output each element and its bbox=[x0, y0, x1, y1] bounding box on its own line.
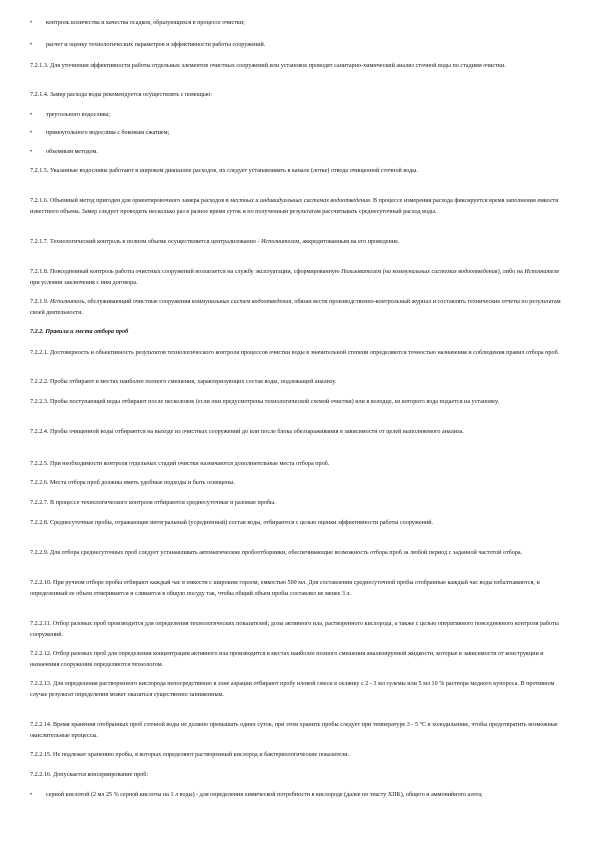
paragraph-7-2-2-15: 7.2.2.15. Не подлежат хранению пробы, в которых определяют растворенный кислород и бактериологические показатели. bbox=[30, 752, 350, 758]
list-item bbox=[30, 128, 562, 139]
list-item-text: серной кислотой (2 мл 25 % серной кислоты на 1 л воды) - для определения химической потребности в кислороде (далее по тексту ХПК), общего и аммонийного азота; bbox=[46, 792, 483, 798]
paragraph-7-2-2-4: 7.2.2.4. Пробы очищенной воды отбираются на выходе из очистных сооружений до или после блока обеззараживания в зависимости от целей выполняемого анализа. bbox=[30, 429, 464, 435]
section-heading-7-2-2: 7.2.2. Правила и места отбора проб bbox=[30, 329, 129, 335]
paragraph-7-2-2-1: 7.2.2.1. Достоверность и объективность результатов технологического контроля процессов очистки воды в значительной степени определяются точностью назначения и соблюдения правил отбора проб. bbox=[30, 350, 560, 356]
paragraph-7-2-2-7: 7.2.2.7. В процессе технологического контроля отбираются среднесуточные и разовые пробы. bbox=[30, 500, 276, 506]
list-item-text: прямоугольного водослива с боковым сжатием; bbox=[46, 130, 170, 136]
paragraph-7-2-2-10: 7.2.2.10. При ручном отборе пробы отбирают каждый час в емкости с широким горлом, емкостью 500 мл. Для составления среднесуточной пробы отобранные каждый час воды взбалтываются, и определенный ее объем отмеривается и сливается в общую посуду так, чтобы общий объем пробы составлял не менее 3 л. bbox=[30, 580, 540, 597]
bullet-icon: • bbox=[30, 112, 33, 118]
list-item-text: объемным методом. bbox=[46, 149, 98, 155]
paragraph-7-2-1-9: 7.2.1.9. Исполнитель, обслуживающий очистные сооружения коммунальных систем водоотведения, обязан вести производственно-контрольный журнал и составлять технические отчеты по результатам своей деятельности. bbox=[30, 299, 561, 316]
list-item bbox=[30, 110, 562, 121]
paragraph-7-2-2-5: 7.2.2.5. При необходимости контроля отдельных стадий очистки назначаются дополнительные места отбора проб. bbox=[30, 461, 330, 467]
list-item bbox=[30, 18, 562, 29]
paragraph-7-2-1-3: 7.2.1.3. Для уточнения эффективности работы отдельных элементов очистных сооружений или установок проводят санитарно-химический анализ сточной воды по стадиям очистки. bbox=[30, 63, 506, 69]
paragraph-7-2-2-13: 7.2.2.13. Для определения растворенного кислорода непосредственно в зоне аэрации отбирают пробу иловой смеси в склянку с 2 - 3 мл сулемы или 5 мл 10 % раствора медного купороса. В противном случае результат определения может оказаться существенно заниженным. bbox=[30, 681, 555, 698]
paragraph-7-2-1-8: 7.2.1.8. Повседневный контроль работы очистных сооружений возлагается на службу эксплуатации, сформированную Пользователем (на коммунальных системах водоотведения), либо на Исполнителя при условии заключения с ним договора. bbox=[30, 269, 559, 286]
bullet-icon: • bbox=[30, 42, 33, 48]
paragraph-7-2-2-2: 7.2.2.2. Пробы отбирают в местах наиболее полного смешения, характеризующих состав воды, подлежащей анализу. bbox=[30, 379, 337, 385]
paragraph-7-2-2-8: 7.2.2.8. Среднесуточные пробы, отражающие интегральный (усредненный) состав воды, отбираются с целью оценки эффективности работы сооружений. bbox=[30, 520, 434, 526]
list-item-text: треугольного водослива; bbox=[46, 112, 110, 118]
list-item-text: расчет и оценку технологических параметров и эффективности работы сооружений. bbox=[46, 42, 266, 48]
paragraph-7-2-2-9: 7.2.2.9. Для отбора среднесуточных проб следует устанавливать автоматические пробоотборники, обеспечивающие возможность отбора проб за любой период с заданной частотой отбора. bbox=[30, 550, 523, 556]
list-item bbox=[30, 40, 562, 51]
paragraph-7-2-2-11: 7.2.2.11. Отбор разовых проб производится для определения технологических показателей; дозы активного ила, растворенного кислорода, а также с целью оперативного повседневного контроля работы сооружений. bbox=[30, 621, 559, 638]
bullet-icon: • bbox=[30, 130, 33, 136]
paragraph-7-2-2-12: 7.2.2.12. Отбор разовых проб для определения концентрации активного ила производится в местах наиболее полного смешения анализируемой жидкости, которые в зависимости от конструкции и назначения сооружения определяются технологом. bbox=[30, 651, 544, 668]
paragraph-7-2-2-6: 7.2.2.6. Места отбора проб должны иметь удобные подходы и быть освещены. bbox=[30, 480, 235, 486]
list-item-text: контроль количества и качества осадков, образующихся в процессе очистки; bbox=[46, 20, 245, 26]
paragraph-7-2-2-16: 7.2.2.16. Допускается консервирование проб: bbox=[30, 772, 149, 778]
paragraph-7-2-2-3: 7.2.2.3. Пробы поступающей воды отбирают после песколовок (если они предусмотрены технологической схемой очистки) или в колодце, из которого вода подается на установку. bbox=[30, 399, 500, 405]
paragraph-7-2-2-14: 7.2.2.14. Время хранения отобранных проб сточной воды не должно превышать одних суток, при этом хранить пробы следует при температуре 3 - 5 °С в холодильнике, чтобы предотвратить возможные окислительные процессы. bbox=[30, 722, 558, 739]
bullet-icon: • bbox=[30, 20, 33, 26]
list-item bbox=[30, 790, 562, 801]
bullet-icon: • bbox=[30, 149, 33, 155]
paragraph-7-2-1-4: 7.2.1.4. Замер расхода воды рекомендуется осуществлять с помощью: bbox=[30, 92, 212, 98]
bullet-icon: • bbox=[30, 792, 33, 798]
paragraph-7-2-1-7: 7.2.1.7. Технологический контроль в полном объеме осуществляется централизованно - Исполнителем, аккредитованным на его проведение. bbox=[30, 239, 400, 245]
list-item bbox=[30, 147, 562, 158]
paragraph-7-2-1-5: 7.2.1.5. Указанные водосливы работают в широком диапазоне расходов, их следует устанавливать в канале (лотке) отвода очищенной сточной воды. bbox=[30, 168, 418, 174]
paragraph-7-2-1-6: 7.2.1.6. Объемный метод пригоден для ориентировочного замера расходов в местных и индивидуальных системах водоотведения. В процессе измерения расхода фиксируется время заполнения емкости известного объема. Замер следует проводить несколько раз в разное время суток и по полученным результатам рассчитывать среднесуточный расход воды. bbox=[30, 198, 559, 215]
